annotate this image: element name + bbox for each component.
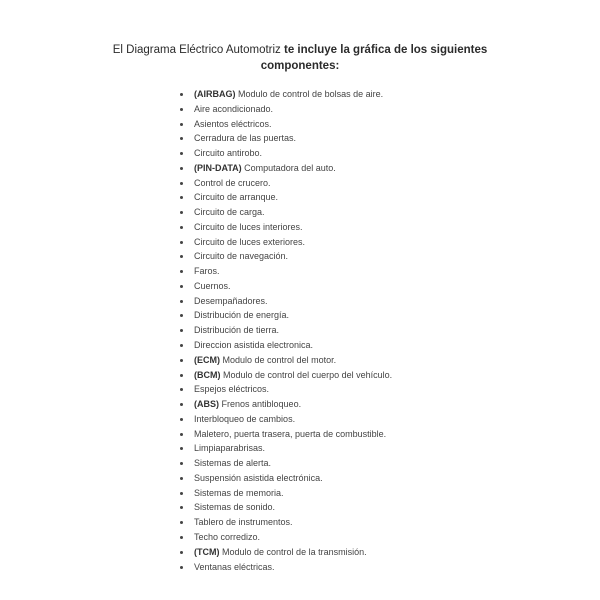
component-description: Asientos eléctricos. (194, 118, 272, 129)
component-description: Direccion asistida electronica. (194, 340, 314, 351)
component-description: Circuito de luces exteriores. (194, 236, 306, 247)
bullet-icon (180, 359, 183, 362)
component-description: Sistemas de sonido. (194, 502, 276, 513)
component-code: (BCM) (194, 369, 221, 380)
bullet-icon (180, 211, 183, 214)
bullet-icon (180, 300, 183, 303)
bullet-icon (180, 241, 183, 244)
list-item (178, 382, 392, 397)
component-code: (AIRBAG) (194, 89, 236, 99)
component-list (178, 87, 392, 574)
component-description: Espejos eléctricos. (194, 384, 270, 395)
bullet-icon (180, 492, 183, 495)
component-description: Modulo de control del motor. (222, 354, 337, 365)
list-item (178, 205, 392, 220)
bullet-icon (180, 374, 183, 377)
bullet-icon (180, 152, 183, 155)
list-item (178, 87, 392, 102)
component-description: Modulo de control de la transmisión. (222, 546, 367, 557)
component-description: Interbloqueo de cambios. (194, 413, 296, 424)
component-description: Techo corredizo. (194, 531, 261, 542)
list-item (178, 368, 392, 383)
bullet-icon (180, 108, 183, 111)
bullet-icon (180, 329, 183, 332)
bullet-icon (180, 226, 183, 229)
component-description: Aire acondicionado. (194, 103, 274, 114)
list-item (178, 190, 392, 205)
component-description: Circuito antirobo. (194, 148, 263, 159)
bullet-icon (180, 137, 183, 140)
component-description: Tablero de instrumentos. (194, 517, 293, 528)
list-item (178, 397, 392, 412)
component-description: Circuito de navegación. (194, 251, 289, 262)
component-description: Distribución de tierra. (194, 325, 280, 336)
component-code: (ECM) (194, 354, 220, 365)
component-code: (TCM) (194, 546, 220, 557)
bullet-icon (180, 344, 183, 347)
list-item (178, 412, 392, 427)
list-item (178, 560, 392, 575)
list-item (178, 117, 392, 132)
bullet-icon (180, 521, 183, 524)
list-item (178, 235, 392, 250)
list-item (178, 249, 392, 264)
bullet-icon (180, 447, 183, 450)
bullet-icon (180, 403, 183, 406)
bullet-icon (180, 551, 183, 554)
component-code: (ABS) (194, 399, 219, 410)
list-item (178, 264, 392, 279)
component-description: Sistemas de alerta. (194, 458, 272, 469)
list-item (178, 515, 392, 530)
bullet-icon (180, 270, 183, 273)
component-description: Modulo de control del cuerpo del vehículo. (223, 369, 393, 380)
component-description: Control de crucero. (194, 177, 271, 188)
list-item (178, 353, 392, 368)
component-description: Desempañadores. (194, 295, 268, 306)
component-code: (PIN-DATA) (194, 162, 242, 173)
list-item (178, 176, 392, 191)
list-item (178, 500, 392, 515)
component-description: Limpiaparabrisas. (194, 443, 266, 454)
list-item (178, 323, 392, 338)
component-description: Circuito de arranque. (194, 192, 279, 203)
list-item (178, 308, 392, 323)
list-item (178, 471, 392, 486)
component-description: Maletero, puerta trasera, puerta de combustible. (194, 428, 387, 439)
list-item (178, 441, 392, 456)
heading-bold-text: te incluye la gráfica de los siguientes componentes: (260, 44, 488, 72)
list-item (178, 294, 392, 309)
component-description: Sistemas de memoria. (194, 487, 284, 498)
bullet-icon (180, 477, 183, 480)
component-description: Frenos antibloqueo. (221, 399, 302, 410)
bullet-icon (180, 255, 183, 258)
bullet-icon (180, 167, 183, 170)
list-item (178, 279, 392, 294)
component-description: Modulo de control de bolsas de aire. (238, 89, 384, 99)
list-item (178, 102, 392, 117)
list-item (178, 131, 392, 146)
component-description: Circuito de luces interiores. (194, 221, 303, 232)
bullet-icon (180, 123, 183, 126)
bullet-icon (180, 433, 183, 436)
list-item (178, 220, 392, 235)
bullet-icon (180, 314, 183, 317)
list-item (178, 456, 392, 471)
component-description: Suspensión asistida electrónica. (194, 472, 323, 483)
bullet-icon (180, 418, 183, 421)
list-item (178, 486, 392, 501)
bullet-icon (180, 536, 183, 539)
component-description: Ventanas eléctricas. (194, 561, 275, 572)
component-description: Cuernos. (194, 280, 231, 291)
bullet-icon (180, 462, 183, 465)
page-heading (100, 42, 500, 74)
component-description: Circuito de carga. (194, 207, 265, 218)
list-item (178, 530, 392, 545)
bullet-icon (180, 566, 183, 569)
bullet-icon (180, 93, 183, 96)
component-description: Faros. (194, 266, 220, 277)
list-item (178, 338, 392, 353)
bullet-icon (180, 285, 183, 288)
list-item (178, 146, 392, 161)
bullet-icon (180, 388, 183, 391)
bullet-icon (180, 182, 183, 185)
component-description: Computadora del auto. (244, 162, 336, 173)
bullet-icon (180, 506, 183, 509)
component-description: Cerradura de las puertas. (194, 133, 297, 144)
bullet-icon (180, 196, 183, 199)
list-item (178, 427, 392, 442)
component-description: Distribución de energía. (194, 310, 290, 321)
heading-regular-text: El Diagrama Eléctrico Automotriz (112, 44, 285, 56)
list-item (178, 161, 392, 176)
list-item (178, 545, 392, 560)
